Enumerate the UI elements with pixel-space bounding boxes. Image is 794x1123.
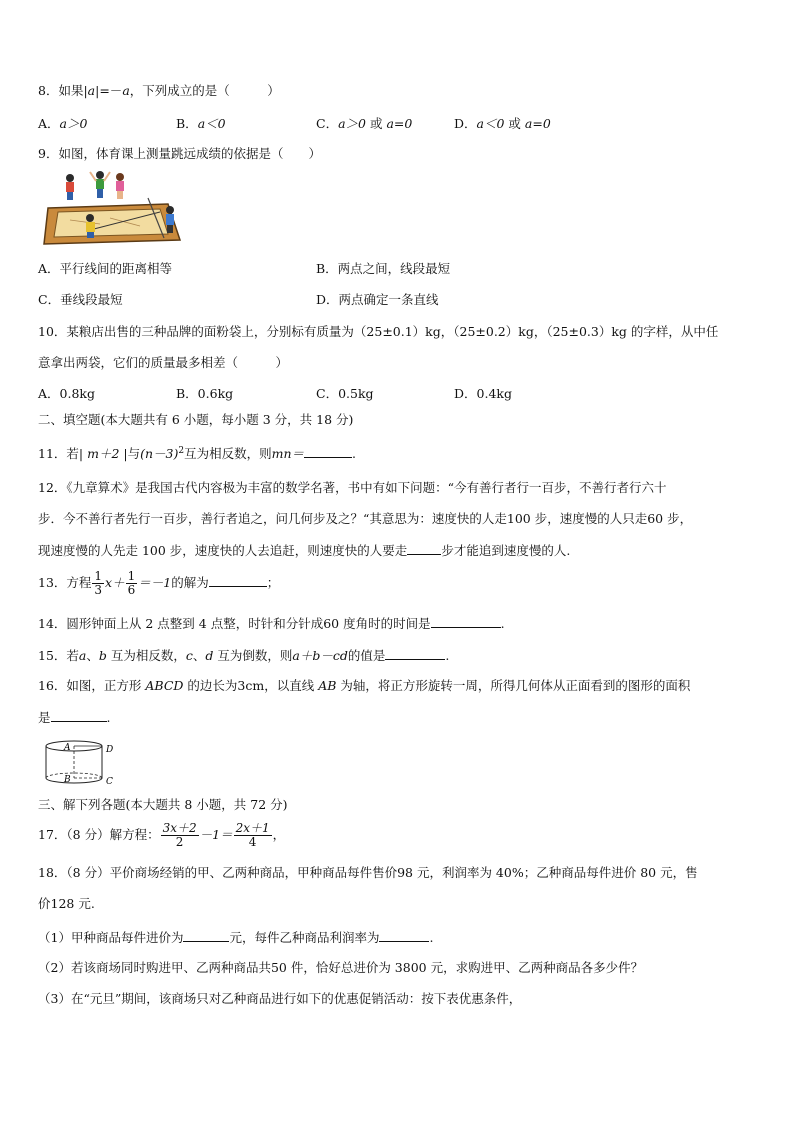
q9-option-d: D．两点确定一条直线 — [316, 292, 439, 307]
q8-text: 8．如果| — [38, 83, 88, 98]
q16-text: 16．如图，正方形 — [38, 678, 146, 693]
question-16-line-1 — [38, 677, 690, 695]
q16-var: AB — [318, 678, 337, 693]
q13-text: 的解为 — [171, 575, 209, 590]
question-18-part-2: （2）若该商场同时购进甲、乙两种商品共50 件，恰好总进价为 3800 元，求购进甲、乙两种商品各多少件？ — [38, 960, 644, 975]
option-value: a=0 — [524, 116, 551, 131]
option-value: a＜0 — [476, 116, 505, 131]
question-16-line-2 — [38, 708, 111, 727]
fraction-right — [234, 822, 272, 849]
q9-option-b: B．两点之间，线段最短 — [316, 261, 451, 276]
q11-abs-expr: | m＋2 | — [78, 446, 128, 462]
q16-end: . — [106, 710, 111, 725]
question-17 — [38, 818, 285, 852]
option-value: a＜0 — [197, 116, 226, 131]
q18-text: 元，每件乙种商品利润率为 — [229, 930, 380, 945]
denominator: 3 — [94, 583, 103, 597]
label-a: A — [64, 743, 71, 753]
question-18-part-3: （3）在“元旦”期间，该商场只对乙种商品进行如下的优惠促销活动：按下表优惠条件， — [38, 991, 522, 1006]
q13-expr: ＝－1 — [138, 575, 172, 590]
option-value: a＞0 — [59, 116, 88, 131]
question-13 — [38, 568, 279, 598]
q17-text: 17．（8 分）解方程： — [38, 827, 160, 842]
answer-blank[interactable] — [209, 573, 267, 587]
q10-option-b: B．0.6kg — [176, 386, 234, 401]
section-2-heading: 二、填空题(本大题共有 6 小题，每小题 3 分，共 18 分) — [38, 412, 354, 427]
numerator: 3x＋2 — [162, 821, 197, 835]
q9-option-c: C．垂线段最短 — [38, 292, 123, 307]
question-11 — [38, 442, 356, 463]
q10-option-d: D．0.4kg — [454, 386, 512, 401]
q12-text: 步才能追到速度慢的人. — [441, 543, 571, 558]
q13-expr: x＋ — [105, 575, 125, 590]
q15-var: c — [185, 648, 193, 663]
option-letter: D． — [454, 116, 477, 131]
q8-var: a — [122, 83, 130, 98]
q16-var: ABCD — [145, 678, 184, 693]
fraction-one-third — [92, 570, 104, 597]
question-10-line-2: 意拿出两袋，它们的质量最多相差（ ） — [38, 355, 289, 370]
question-18-line-1: 18．（8 分）平价商场经销的甲、乙两种商品，甲种商品每件售价98 元，利润率为 40%；乙种商品每件进价 80 元，售 — [38, 865, 698, 880]
denominator: 6 — [127, 583, 136, 597]
q15-end: . — [445, 648, 450, 663]
fraction-left — [161, 822, 199, 849]
question-9-stem: 9．如图，体育课上测量跳远成绩的依据是（ ） — [38, 146, 321, 161]
answer-blank[interactable] — [183, 928, 229, 942]
q15-text: 、 — [192, 648, 206, 663]
q15-text: 互为倒数，则 — [213, 648, 293, 663]
label-c: C — [106, 777, 113, 787]
q15-var: a — [78, 648, 87, 663]
q15-text: 15．若 — [38, 648, 79, 663]
q15-text: 的值是 — [347, 648, 386, 663]
answer-blank[interactable] — [51, 708, 107, 722]
answer-blank[interactable] — [407, 541, 441, 555]
q8-option-b — [176, 115, 226, 133]
q11-square-expr: (n－3) — [140, 446, 179, 462]
q17-end: ， — [272, 827, 286, 842]
option-letter: C． — [316, 116, 339, 131]
q15-text: 互为相反数， — [106, 648, 186, 663]
cylinder-figure — [40, 738, 130, 790]
option-or: 或 — [504, 116, 525, 131]
denominator: 4 — [248, 835, 257, 849]
numerator: 2x＋1 — [235, 821, 270, 835]
q8-var: a — [87, 83, 96, 98]
question-15 — [38, 646, 449, 665]
question-14 — [38, 614, 505, 633]
section-3-heading: 三、解下列各题(本大题共 8 小题，共 72 分) — [38, 797, 288, 812]
option-letter: A． — [38, 116, 60, 131]
answer-blank[interactable] — [304, 444, 352, 458]
q8-text: ，下列成立的是（ ） — [129, 83, 280, 98]
option-value: a=0 — [386, 116, 413, 131]
q12-text: 现速度慢的人先走 100 步，速度快的人去追赶，则速度快的人要走 — [38, 543, 408, 558]
q8-option-d — [454, 115, 551, 133]
q11-exponent: 2 — [178, 446, 185, 456]
fraction-one-sixth — [126, 570, 138, 597]
q18-text: （1）甲种商品每件进价为 — [38, 930, 184, 945]
answer-blank[interactable] — [385, 646, 445, 660]
q10-option-a: A．0.8kg — [38, 386, 95, 401]
option-or: 或 — [365, 116, 387, 131]
question-18-part-1 — [38, 928, 433, 947]
option-value: a＞0 — [338, 116, 366, 131]
q14-end: . — [500, 616, 505, 631]
label-d: D — [106, 745, 114, 755]
q10-option-c: C．0.5kg — [316, 386, 374, 401]
numerator: 1 — [127, 569, 136, 583]
question-8-stem — [38, 82, 280, 100]
answer-blank[interactable] — [379, 928, 429, 942]
question-10-line-1: 10．某粮店出售的三种品牌的面粉袋上，分别标有质量为（25±0.1）kg，（25±0.2）kg，（25±0.3）kg 的字样，从中任 — [38, 324, 719, 339]
numerator: 1 — [94, 569, 103, 583]
q11-text: 互为相反数，则 — [184, 446, 272, 462]
q16-text: 是 — [38, 710, 51, 725]
question-12-line-3 — [38, 541, 570, 560]
q11-product: mn＝ — [271, 446, 305, 462]
q8-option-a — [38, 115, 87, 133]
q13-end: ； — [266, 575, 280, 590]
question-12-line-1: 12．《九章算术》是我国古代内容极为丰富的数学名著，书中有如下问题：“今有善行者行一百步，不善行者行六十 — [38, 480, 667, 495]
q8-option-c — [316, 115, 412, 133]
long-jump-illustration — [40, 168, 186, 246]
question-18-line-2: 价128 元. — [38, 896, 95, 911]
q11-text: 与 — [127, 446, 141, 462]
q14-text: 14．圆形钟面上从 2 点整到 4 点整，时针和分针成60 度角时的时间是 — [38, 616, 431, 631]
label-b: B — [64, 775, 71, 785]
q16-text: 为轴，将正方形旋转一周，所得几何体从正面看到的图形的面积 — [336, 678, 691, 693]
option-letter: B． — [176, 116, 198, 131]
q16-text: 的边长为3cm，以直线 — [183, 678, 319, 693]
answer-blank[interactable] — [431, 614, 501, 628]
q13-text: 13．方程 — [38, 575, 92, 590]
q15-var: b — [98, 648, 107, 663]
denominator: 2 — [175, 835, 184, 849]
q15-expr: a＋b－cd — [292, 648, 348, 663]
q15-var: d — [205, 648, 214, 663]
q11-end: . — [352, 446, 357, 462]
q11-text: 11．若 — [38, 446, 79, 462]
question-12-line-2: 步．今不善行者先行一百步，善行者追之，问几何步及之？“其意思为：速度快的人走100 步，速度慢的人只走60 步， — [38, 511, 693, 526]
q15-text: 、 — [86, 648, 99, 663]
q8-text: |=－ — [95, 83, 123, 98]
q17-expr: －1＝ — [199, 827, 233, 842]
q18-end: . — [429, 930, 434, 945]
q9-option-a: A．平行线间的距离相等 — [38, 261, 173, 276]
